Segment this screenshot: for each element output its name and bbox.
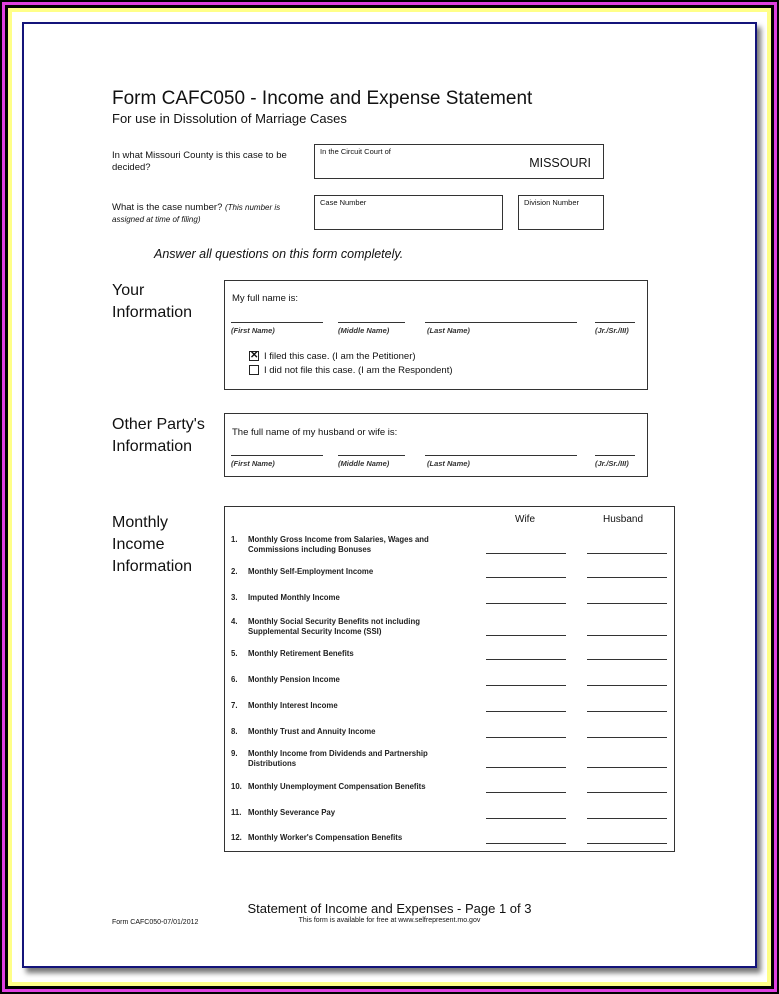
case-number-field[interactable] xyxy=(314,195,503,230)
item-label: Imputed Monthly Income xyxy=(248,593,340,602)
spouse-first-name-label: (First Name) xyxy=(231,459,275,468)
spouse-suffix-label: (Jr./Sr./III) xyxy=(595,459,629,468)
form-title: Form CAFC050 - Income and Expense Statement xyxy=(112,88,533,109)
page-number-text: Statement of Income and Expenses - Page 1 of 3 xyxy=(247,901,532,916)
husband-amount-input[interactable] xyxy=(587,711,667,712)
item-label: Monthly Trust and Annuity Income xyxy=(248,727,376,736)
last-name-label: (Last Name) xyxy=(427,326,470,335)
suffix-input[interactable] xyxy=(595,322,635,323)
spouse-middle-name-label: (Middle Name) xyxy=(338,459,390,468)
item-number: 2. xyxy=(231,567,238,576)
document-page xyxy=(22,22,757,968)
item-label: Monthly Unemployment Compensation Benefits xyxy=(248,782,426,791)
income-box xyxy=(224,506,675,852)
husband-amount-input[interactable] xyxy=(587,767,667,768)
item-number: 3. xyxy=(231,593,238,602)
checkbox-unchecked-icon[interactable] xyxy=(249,365,259,375)
item-number: 8. xyxy=(231,727,238,736)
wife-amount-input[interactable] xyxy=(486,577,566,578)
availability-note: This form is available for free at www.selfrepresent.mo.gov xyxy=(298,917,481,924)
wife-amount-input[interactable] xyxy=(486,843,566,844)
husband-amount-input[interactable] xyxy=(587,818,667,819)
case-question-text: What is the case number? xyxy=(112,202,223,213)
item-label: Monthly Retirement Benefits xyxy=(248,649,354,658)
form-subtitle: For use in Dissolution of Marriage Cases xyxy=(112,111,347,126)
husband-amount-input[interactable] xyxy=(587,635,667,636)
spouse-name-prompt: The full name of my husband or wife is: xyxy=(232,427,398,438)
last-name-input[interactable] xyxy=(425,322,577,323)
husband-amount-input[interactable] xyxy=(587,737,667,738)
item-label: Monthly Social Security Benefits not including Supplemental Security Income (SSI) xyxy=(248,617,420,636)
petitioner-option[interactable] xyxy=(249,351,416,362)
item-number: 10. xyxy=(231,782,242,791)
your-info-heading: Your Information xyxy=(112,282,193,321)
wife-amount-input[interactable] xyxy=(486,553,566,554)
checkbox-checked-icon[interactable]: ✕ xyxy=(250,350,259,362)
middle-name-label: (Middle Name) xyxy=(338,326,390,335)
wife-amount-input[interactable] xyxy=(486,792,566,793)
county-field-label: In the Circuit Court of xyxy=(320,147,391,156)
division-number-label: Division Number xyxy=(524,198,580,207)
husband-column-header: Husband xyxy=(603,514,644,525)
division-number-field[interactable] xyxy=(518,195,604,230)
form-id: Form CAFC050-07/01/2012 xyxy=(112,919,199,926)
husband-amount-input[interactable] xyxy=(587,553,667,554)
spouse-last-name-input[interactable] xyxy=(425,455,577,456)
county-field[interactable] xyxy=(314,144,604,179)
item-number: 4. xyxy=(231,617,238,626)
wife-amount-input[interactable] xyxy=(486,818,566,819)
your-name-prompt: My full name is: xyxy=(232,293,298,304)
spouse-last-name-label: (Last Name) xyxy=(427,459,470,468)
wife-amount-input[interactable] xyxy=(486,767,566,768)
item-label: Monthly Worker's Compensation Benefits xyxy=(248,833,403,842)
page-footer-title xyxy=(24,901,755,916)
spouse-middle-name-input[interactable] xyxy=(338,455,405,456)
wife-amount-input[interactable] xyxy=(486,711,566,712)
case-question xyxy=(112,202,312,226)
other-party-heading: Other Party's Information xyxy=(112,416,205,455)
case-note: (This number is assigned at time of filing) xyxy=(112,203,281,224)
respondent-option[interactable] xyxy=(249,365,453,376)
spouse-suffix-input[interactable] xyxy=(595,455,635,456)
item-label: Monthly Income from Dividends and Partnership Distributions xyxy=(248,749,428,768)
item-number: 7. xyxy=(231,701,238,710)
first-name-label: (First Name) xyxy=(231,326,275,335)
item-label: Monthly Interest Income xyxy=(248,701,338,710)
state-label: MISSOURI xyxy=(529,156,591,170)
middle-name-input[interactable] xyxy=(338,322,405,323)
item-number: 1. xyxy=(231,535,238,544)
wife-amount-input[interactable] xyxy=(486,603,566,604)
wife-amount-input[interactable] xyxy=(486,635,566,636)
wife-amount-input[interactable] xyxy=(486,659,566,660)
husband-amount-input[interactable] xyxy=(587,577,667,578)
item-label: Monthly Self-Employment Income xyxy=(248,567,374,576)
suffix-label: (Jr./Sr./III) xyxy=(595,326,629,335)
husband-amount-input[interactable] xyxy=(587,792,667,793)
county-question: In what Missouri County is this case to be decided? xyxy=(112,150,287,173)
income-heading: Monthly Income Information xyxy=(112,514,193,575)
husband-amount-input[interactable] xyxy=(587,685,667,686)
first-name-input[interactable] xyxy=(231,322,323,323)
husband-amount-input[interactable] xyxy=(587,659,667,660)
item-number: 12. xyxy=(231,833,242,842)
item-number: 11. xyxy=(231,808,242,817)
item-label: Monthly Severance Pay xyxy=(248,808,336,817)
item-number: 6. xyxy=(231,675,238,684)
husband-amount-input[interactable] xyxy=(587,603,667,604)
wife-column-header: Wife xyxy=(515,514,535,525)
instruction: Answer all questions on this form completely. xyxy=(154,247,404,261)
item-label: Monthly Gross Income from Salaries, Wages and Commissions including Bonuses xyxy=(248,535,429,554)
item-label: Monthly Pension Income xyxy=(248,675,340,684)
item-number: 5. xyxy=(231,649,238,658)
case-number-label: Case Number xyxy=(320,198,367,207)
petitioner-label: I filed this case. (I am the Petitioner) xyxy=(264,351,416,362)
other-party-box xyxy=(224,413,648,477)
respondent-label: I did not file this case. (I am the Respondent) xyxy=(264,365,453,376)
your-info-box xyxy=(224,280,648,390)
wife-amount-input[interactable] xyxy=(486,737,566,738)
husband-amount-input[interactable] xyxy=(587,843,667,844)
spouse-first-name-input[interactable] xyxy=(231,455,323,456)
item-number: 9. xyxy=(231,749,238,758)
wife-amount-input[interactable] xyxy=(486,685,566,686)
